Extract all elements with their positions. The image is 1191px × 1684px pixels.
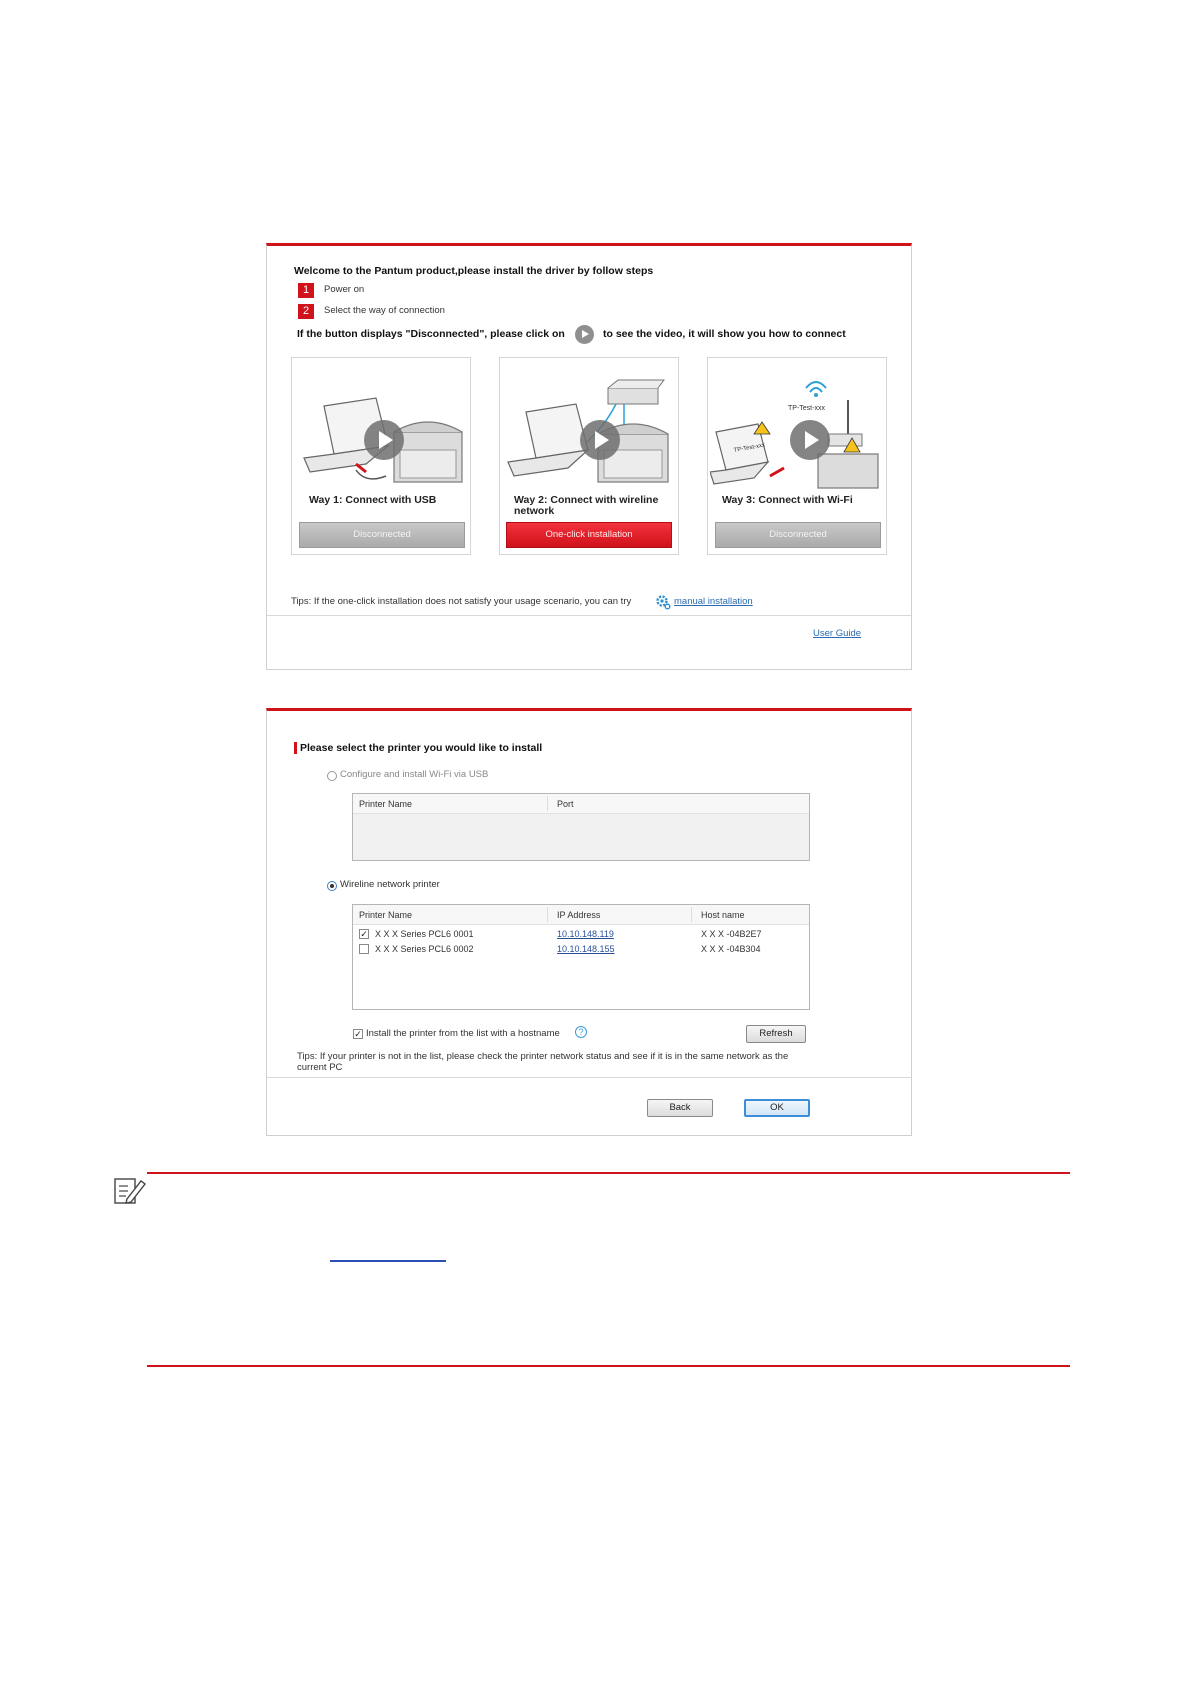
table-row[interactable]	[353, 942, 809, 957]
way-wifi-label: Way 3: Connect with Wi-Fi	[722, 494, 853, 506]
note-top-rule	[147, 1172, 1070, 1174]
usb-printer-table	[352, 793, 810, 861]
welcome-text: Welcome to the Pantum product,please install the driver by follow steps	[294, 265, 654, 277]
usb-wifi-radio[interactable]	[327, 771, 337, 781]
heading-marker	[294, 742, 297, 754]
printer-1-ip[interactable]: 10.10.148.119	[557, 929, 614, 939]
one-click-installation-button[interactable]: One-click installation	[506, 522, 672, 548]
printer-2-name: X X X Series PCL6 0002	[375, 944, 474, 954]
printer-2-ip[interactable]: 10.10.148.155	[557, 944, 615, 954]
hostname-option-label: Install the printer from the list with a hostname	[366, 1028, 560, 1039]
network-table-header	[353, 905, 809, 925]
select-printer-dialog	[266, 708, 912, 1136]
note-icon	[113, 1175, 147, 1207]
tips-text: Tips: If your printer is not in the list, please check the printer network status and see if it is in the same network as the current PC	[297, 1051, 789, 1073]
col-host-name: Host name	[701, 910, 745, 920]
printer-1-host: X X X -04B2E7	[701, 929, 762, 939]
printer-1-name: X X X Series PCL6 0001	[375, 929, 474, 939]
usb-wifi-option-label: Configure and install Wi-Fi via USB	[340, 769, 489, 780]
wireline-option-label: Wireline network printer	[340, 879, 440, 890]
wifi-disconnected-button[interactable]: Disconnected	[715, 522, 881, 548]
col-printer-name: Printer Name	[359, 799, 413, 809]
link-underline[interactable]	[330, 1260, 446, 1262]
step-2-badge: 2	[298, 304, 314, 319]
column-separator	[691, 907, 692, 922]
way-usb-card	[291, 357, 471, 555]
step-2-text: Select the way of connection	[324, 305, 445, 316]
divider	[267, 615, 911, 616]
wifi-ssid-top: TP-Test-xxx	[788, 405, 825, 412]
column-separator	[547, 796, 548, 811]
usb-disconnected-button[interactable]: Disconnected	[299, 522, 465, 548]
network-printer-table	[352, 904, 810, 1010]
col-ip-address: IP Address	[557, 910, 601, 920]
col-printer-name: Printer Name	[359, 910, 413, 920]
printer-2-checkbox[interactable]	[359, 944, 369, 954]
table-row[interactable]	[353, 927, 809, 942]
column-separator	[547, 907, 548, 922]
step-1-badge: 1	[298, 283, 314, 298]
play-wireline-video-icon[interactable]	[580, 420, 620, 460]
divider	[267, 1077, 911, 1078]
step-1-text: Power on	[324, 284, 365, 295]
wifi-ssid-laptop: TP-Test-xxx	[733, 442, 766, 454]
tips-text: Tips: If the one-click installation does not satisfy your usage scenario, you can try	[291, 596, 632, 607]
way-wireline-label: Way 2: Connect with wireline network	[514, 494, 659, 517]
way-wireline-card	[499, 357, 679, 555]
play-video-icon[interactable]	[575, 325, 594, 344]
manual-installation-link[interactable]: manual installation	[674, 596, 753, 607]
play-usb-video-icon[interactable]	[364, 420, 404, 460]
ok-button[interactable]: OK	[744, 1099, 810, 1117]
user-guide-link[interactable]: User Guide	[813, 628, 862, 639]
refresh-button[interactable]: Refresh	[746, 1025, 806, 1043]
usb-table-header	[353, 794, 809, 814]
col-port: Port	[557, 799, 574, 809]
printer-1-checkbox[interactable]: ✓	[360, 929, 368, 939]
back-button[interactable]: Back	[647, 1099, 713, 1117]
way-wifi-card	[707, 357, 887, 555]
hint-text-before: If the button displays "Disconnected", please click on	[297, 328, 565, 340]
play-wifi-video-icon[interactable]	[790, 420, 830, 460]
hostname-checkbox[interactable]: ✓	[354, 1029, 362, 1039]
way-usb-label: Way 1: Connect with USB	[309, 494, 437, 506]
hint-text-after: to see the video, it will show you how to connect	[603, 328, 846, 340]
dialog-heading: Please select the printer you would like to install	[300, 742, 543, 754]
note-bottom-rule	[147, 1365, 1070, 1367]
install-welcome-dialog	[266, 243, 912, 670]
wireline-radio[interactable]	[327, 881, 337, 891]
gear-icon	[655, 594, 671, 610]
printer-2-host: X X X -04B304	[701, 944, 761, 954]
help-icon[interactable]: ?	[575, 1026, 587, 1038]
